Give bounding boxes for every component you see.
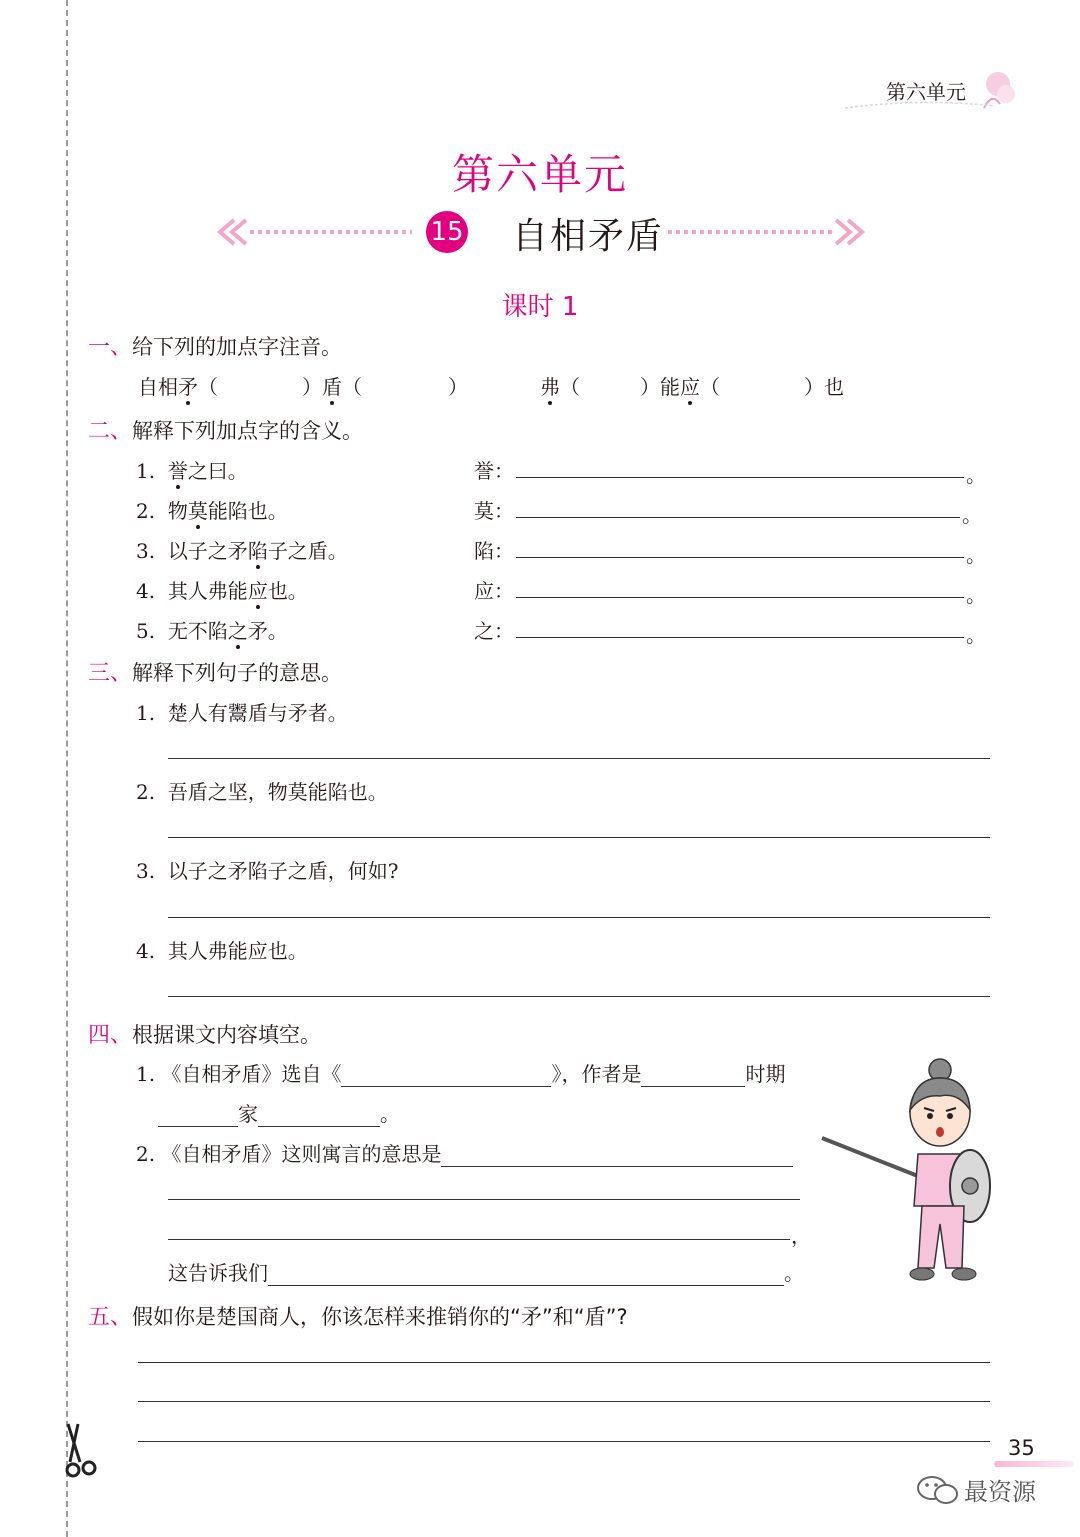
blank-era[interactable] bbox=[158, 1104, 238, 1127]
header-swoosh bbox=[845, 100, 995, 110]
s2-item-3 bbox=[136, 535, 348, 564]
s3-text: 以子之矛陷子之盾，何如? bbox=[167, 859, 399, 883]
cut-line bbox=[66, 0, 68, 1537]
blank-lesson[interactable] bbox=[268, 1263, 784, 1286]
answer-line[interactable] bbox=[168, 837, 990, 838]
dotted-char: 盾 bbox=[322, 375, 342, 399]
blank-school[interactable] bbox=[258, 1104, 380, 1127]
comma-mark: ， bbox=[791, 1224, 811, 1248]
s4-text: 这告诉我们 bbox=[168, 1261, 268, 1285]
item-number: 3. bbox=[136, 859, 156, 883]
answer-line[interactable] bbox=[168, 917, 990, 918]
section-number: 二、 bbox=[88, 419, 133, 444]
section-title: 给下列的加点字注音。 bbox=[132, 335, 343, 359]
blank-source[interactable] bbox=[341, 1064, 551, 1087]
dotted-char: 陷 bbox=[247, 539, 268, 563]
s4-q2-line1 bbox=[136, 1138, 793, 1167]
dotted-char: 誉 bbox=[167, 459, 188, 483]
item-number: 2. bbox=[136, 1142, 156, 1166]
s3-item-4 bbox=[136, 935, 308, 964]
s4-text: 。 bbox=[784, 1261, 804, 1285]
answer-line[interactable] bbox=[516, 597, 964, 598]
s1-item-5 bbox=[640, 371, 720, 400]
s1-text: ）能 bbox=[640, 375, 680, 399]
s1-text: （ bbox=[198, 375, 218, 399]
s4-text: 家 bbox=[238, 1102, 258, 1126]
s3-item-3 bbox=[136, 855, 399, 884]
s1-text: （ bbox=[342, 375, 362, 399]
item-number: 3. bbox=[136, 539, 156, 563]
dotted-char: 莫 bbox=[187, 499, 208, 523]
s4-text: 》，作者是 bbox=[551, 1062, 642, 1086]
period-mark: 。 bbox=[966, 543, 986, 567]
s1-text: ） bbox=[302, 375, 322, 399]
item-number: 2. bbox=[136, 780, 156, 804]
s2-text: 无不陷 bbox=[167, 619, 228, 643]
answer-line[interactable] bbox=[168, 1239, 790, 1240]
section-number: 五、 bbox=[88, 1305, 133, 1330]
period-mark: 。 bbox=[962, 503, 982, 527]
answer-line[interactable] bbox=[138, 1362, 990, 1363]
period-mark: 。 bbox=[966, 623, 986, 647]
section-2-heading bbox=[88, 414, 363, 445]
section-number: 四、 bbox=[88, 1023, 133, 1048]
dotted-char: 应 bbox=[247, 579, 268, 603]
s1-item-2 bbox=[302, 371, 362, 400]
answer-line[interactable] bbox=[516, 557, 964, 558]
s3-item-2 bbox=[136, 776, 388, 805]
s2-item-5 bbox=[136, 615, 288, 644]
section-number: 一、 bbox=[88, 335, 133, 360]
item-number: 5. bbox=[136, 619, 156, 643]
answer-line[interactable] bbox=[168, 758, 990, 759]
s2-key-5: 之： bbox=[474, 619, 514, 643]
s1-item-1 bbox=[138, 371, 218, 400]
dotted-char: 应 bbox=[680, 375, 700, 399]
item-number: 4. bbox=[136, 939, 156, 963]
s3-text: 楚人有鬻盾与矛者。 bbox=[167, 701, 348, 725]
blank-author[interactable] bbox=[641, 1064, 745, 1087]
s4-text: 《自相矛盾》选自《 bbox=[161, 1062, 342, 1086]
item-number: 2. bbox=[136, 499, 156, 523]
s1-item-3 bbox=[448, 371, 468, 400]
s3-text: 其人弗能应也。 bbox=[167, 939, 308, 963]
watermark: 最资源 bbox=[964, 1478, 1036, 1506]
item-number: 1. bbox=[136, 1062, 156, 1086]
s2-key-2: 莫： bbox=[474, 499, 514, 523]
section-number: 三、 bbox=[88, 661, 133, 686]
s2-text: 其人弗能 bbox=[167, 579, 248, 603]
scissors-icon bbox=[60, 1422, 106, 1482]
s3-item-1 bbox=[136, 697, 348, 726]
header-unit-label: 第六单元 bbox=[886, 80, 966, 104]
period-mark: 。 bbox=[966, 463, 986, 487]
s4-q1-line1 bbox=[136, 1058, 785, 1087]
section-1-heading bbox=[88, 330, 342, 361]
dotted-char: 弗 bbox=[540, 375, 560, 399]
page-number: 35 bbox=[1008, 1436, 1035, 1460]
answer-line[interactable] bbox=[516, 637, 964, 638]
answer-line[interactable] bbox=[516, 517, 960, 518]
answer-line[interactable] bbox=[516, 477, 964, 478]
s3-text: 吾盾之坚，物莫能陷也。 bbox=[167, 780, 388, 804]
period-label: 课时 1 bbox=[501, 292, 579, 322]
s4-text: 时期 bbox=[745, 1062, 786, 1086]
dotted-char: 矛 bbox=[178, 375, 198, 399]
s2-text: 矛。 bbox=[247, 619, 288, 643]
page-number-bar bbox=[994, 1461, 1074, 1467]
s2-key-1: 誉： bbox=[474, 459, 514, 483]
s2-item-1 bbox=[136, 455, 248, 484]
section-title: 解释下列句子的意思。 bbox=[132, 661, 343, 685]
s1-text: ）也 bbox=[804, 375, 844, 399]
s1-text: 自相 bbox=[138, 375, 178, 399]
dotted-char: 之 bbox=[227, 619, 248, 643]
girl-icon bbox=[818, 1056, 998, 1286]
s4-q1-line2 bbox=[158, 1098, 400, 1127]
answer-line[interactable] bbox=[168, 1199, 800, 1200]
s2-item-2 bbox=[136, 495, 288, 524]
s1-item-4 bbox=[540, 371, 580, 400]
unit-title: 第六单元 bbox=[451, 150, 628, 199]
s2-text: 之曰。 bbox=[187, 459, 248, 483]
s1-item-6 bbox=[804, 371, 844, 400]
answer-line[interactable] bbox=[138, 1441, 990, 1442]
section-4-heading bbox=[88, 1018, 321, 1049]
s2-text: 也。 bbox=[267, 579, 308, 603]
chevron-left-icon bbox=[216, 218, 416, 246]
section-title: 假如你是楚国商人，你该怎样来推销你的“矛”和“盾”? bbox=[132, 1305, 628, 1329]
section-5-heading bbox=[88, 1300, 628, 1331]
s1-text: ） bbox=[448, 375, 468, 399]
blank-meaning[interactable] bbox=[441, 1144, 793, 1167]
s4-text: 。 bbox=[380, 1102, 400, 1126]
s2-text: 以子之矛 bbox=[167, 539, 248, 563]
s1-text: （ bbox=[560, 375, 580, 399]
item-number: 4. bbox=[136, 579, 156, 603]
answer-line[interactable] bbox=[138, 1401, 990, 1402]
s4-text: 《自相矛盾》这则寓言的意思是 bbox=[161, 1142, 442, 1166]
s1-text: （ bbox=[700, 375, 720, 399]
section-title: 解释下列加点字的含义。 bbox=[132, 419, 364, 443]
chevron-right-icon bbox=[666, 218, 866, 246]
s2-key-4: 应： bbox=[474, 579, 514, 603]
lesson-title: 自相矛盾 bbox=[512, 216, 665, 257]
period-mark: 。 bbox=[966, 583, 986, 607]
s4-q2-line4 bbox=[168, 1257, 804, 1286]
wechat-icon bbox=[916, 1474, 960, 1506]
item-number: 1. bbox=[136, 459, 156, 483]
s2-key-3: 陷： bbox=[474, 539, 514, 563]
section-3-heading bbox=[88, 656, 342, 687]
lesson-number-badge: 15 bbox=[426, 211, 468, 253]
s2-text: 子之盾。 bbox=[267, 539, 348, 563]
s2-text: 物 bbox=[167, 499, 188, 523]
answer-line[interactable] bbox=[168, 996, 990, 997]
s2-text: 能陷也。 bbox=[207, 499, 288, 523]
s2-item-4 bbox=[136, 575, 308, 604]
item-number: 1. bbox=[136, 701, 156, 725]
section-title: 根据课文内容填空。 bbox=[132, 1023, 322, 1047]
